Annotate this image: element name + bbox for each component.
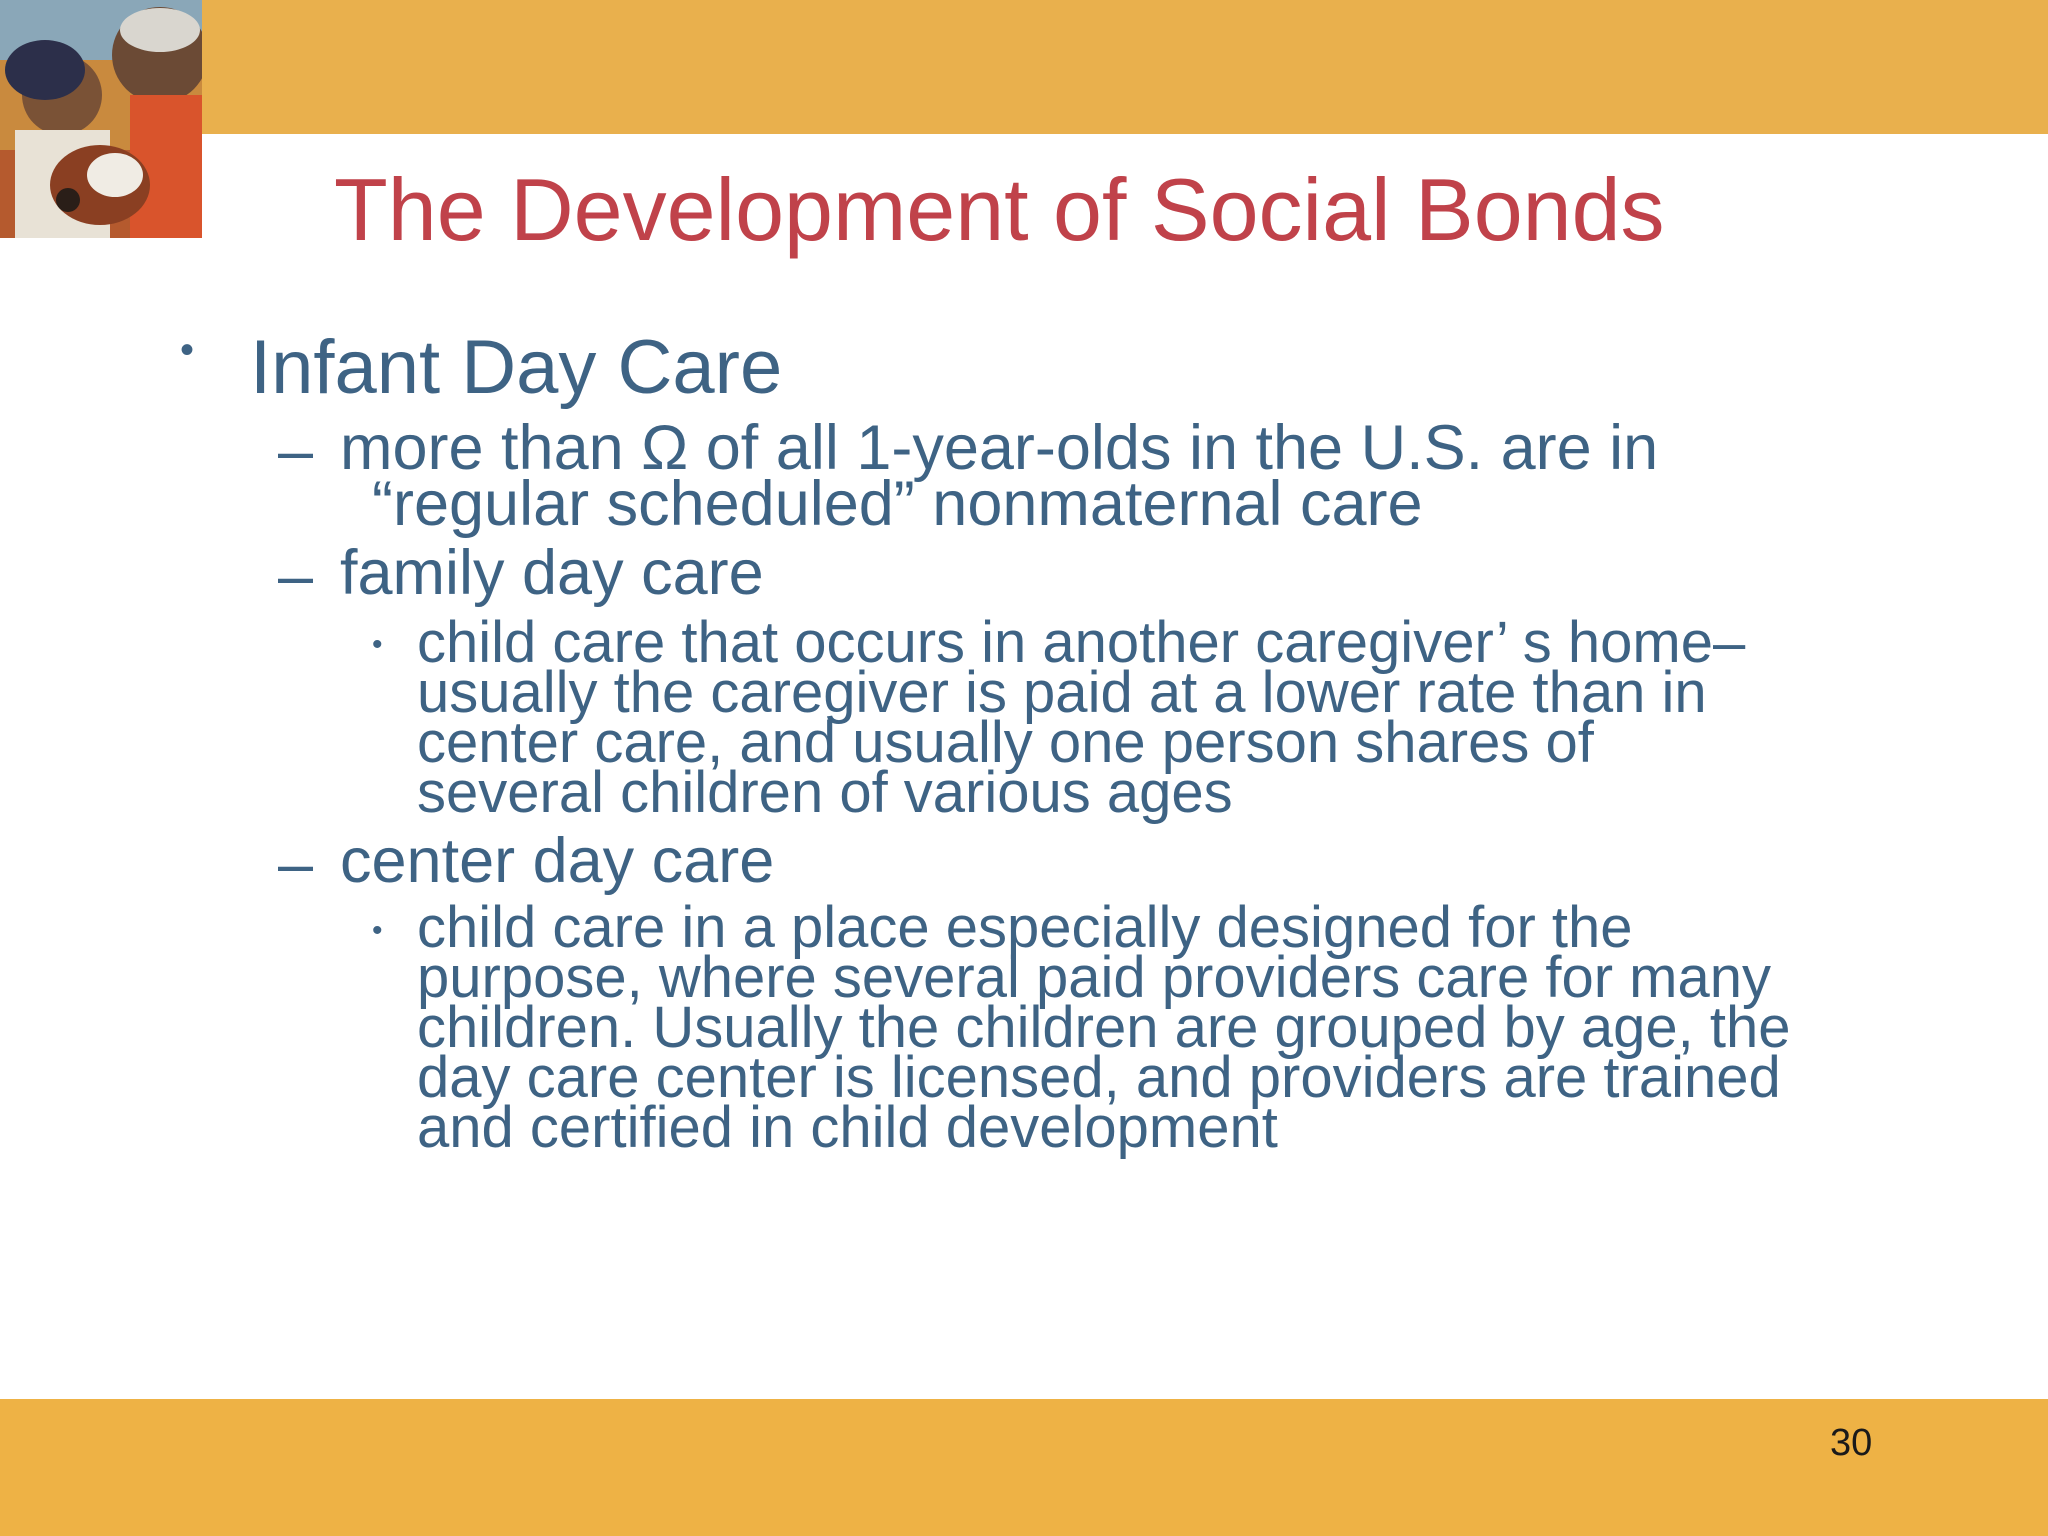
- bullet-heading: Infant Day Care: [250, 325, 783, 410]
- item-2-description-line: several children of various ages: [417, 760, 1233, 825]
- dash-marker: –: [278, 829, 314, 899]
- item-2-label: family day care: [340, 538, 764, 608]
- slide-title: The Development of Social Bonds: [334, 160, 1665, 259]
- item-2-description-line: usually the caregiver is paid at a lower rate than in: [417, 660, 1707, 725]
- sub-bullet-marker: •: [372, 628, 383, 661]
- sub-bullet-marker: •: [372, 914, 383, 947]
- item-3-description-line: day care center is licensed, and providers are trained: [417, 1045, 1781, 1110]
- item-3-description-line: purpose, where several paid providers care for many: [417, 945, 1771, 1010]
- item-3-description-line: and certified in child development: [417, 1095, 1278, 1160]
- item-2-description: [417, 610, 1746, 825]
- item-3-description-line: children. Usually the children are grouped by age, the: [417, 995, 1791, 1060]
- bottom-color-band: [0, 1399, 2048, 1536]
- item-3-description: [417, 895, 1791, 1160]
- item-2-description-line: center care, and usually one person shares of: [417, 710, 1594, 775]
- item-1-line-2: “regular scheduled” nonmaternal care: [372, 469, 1423, 539]
- bullet-marker: •: [180, 328, 195, 372]
- item-3-description-line: child care in a place especially designed for the: [417, 895, 1633, 960]
- slide-number: 30: [1830, 1422, 1873, 1464]
- item-1-line-1: more than Ω of all 1-year-olds in the U.S. are in: [340, 413, 1659, 483]
- item-2-description-line: child care that occurs in another caregiver’ s home–: [417, 610, 1746, 675]
- dash-marker: –: [278, 416, 314, 486]
- dash-marker: –: [278, 541, 314, 611]
- item-3-label: center day care: [340, 826, 775, 896]
